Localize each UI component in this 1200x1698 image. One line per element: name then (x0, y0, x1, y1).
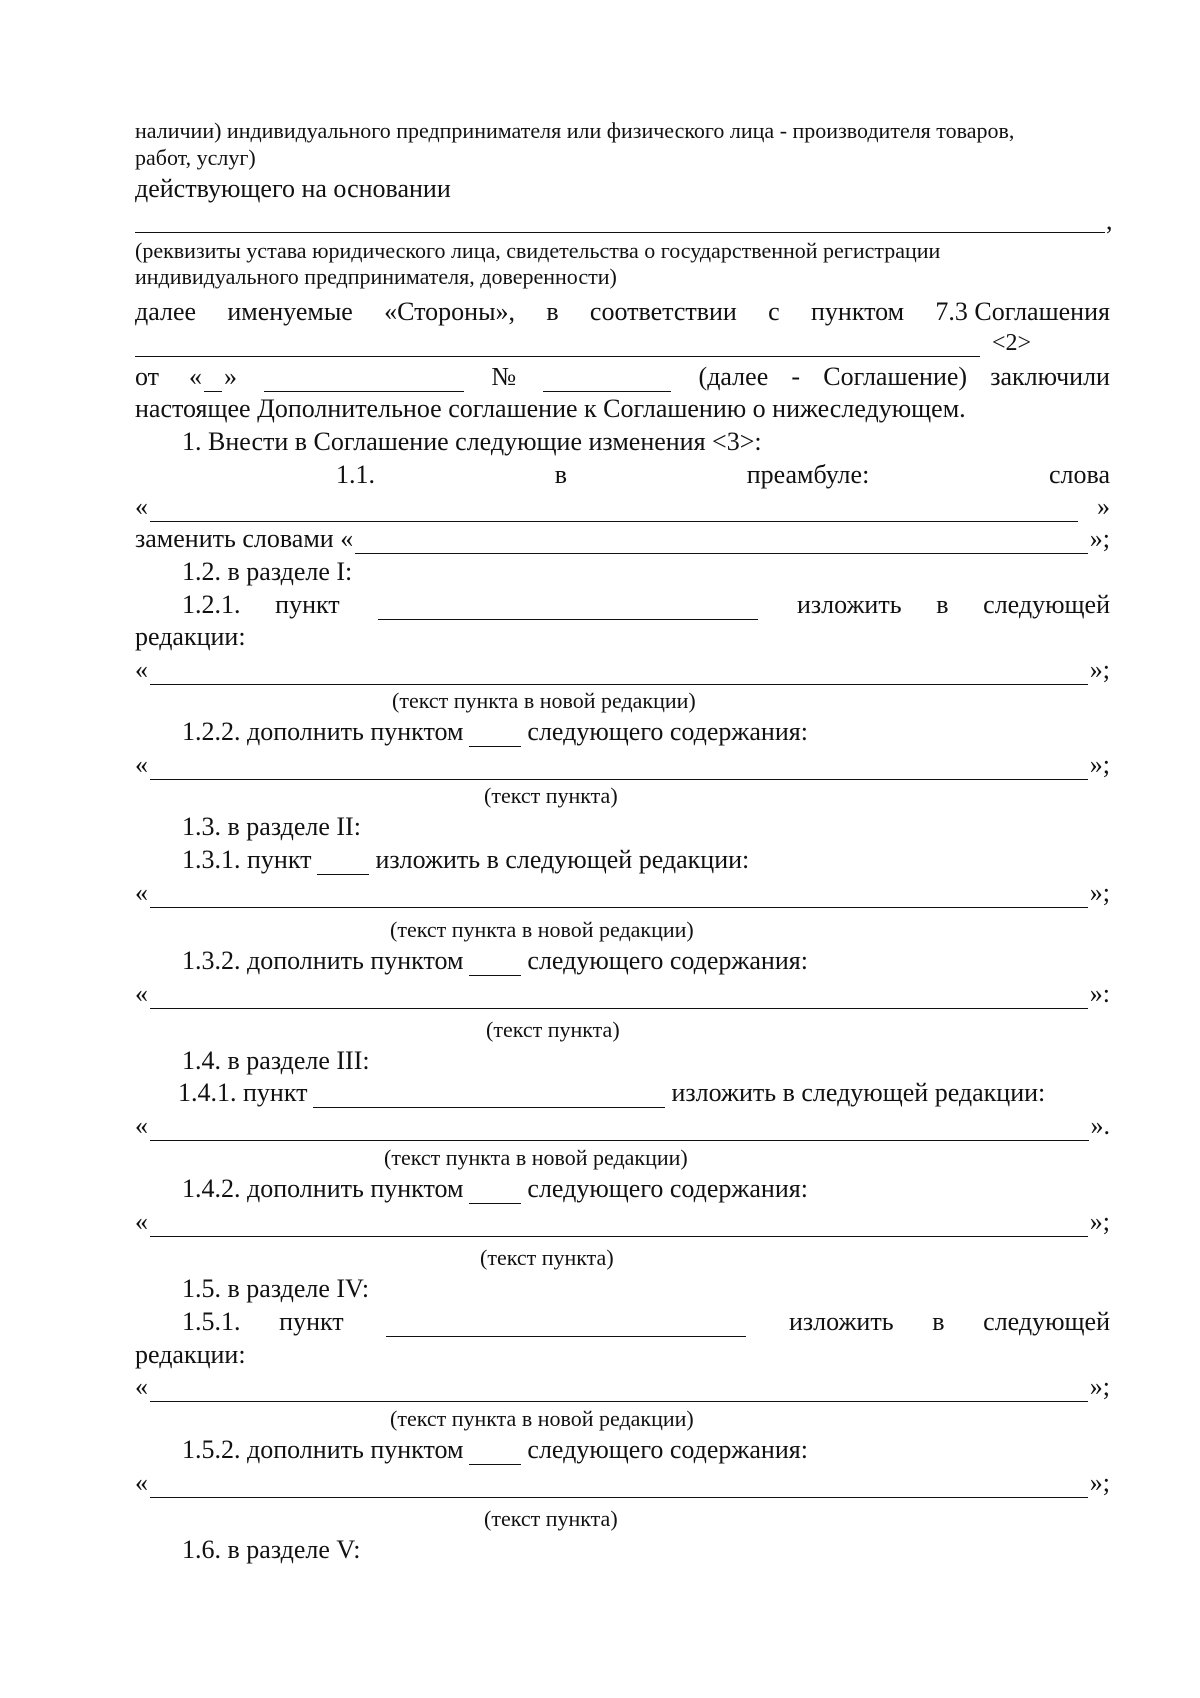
item-1-5-1-state: изложить (788, 1307, 894, 1336)
basis-blank-line[interactable] (135, 232, 1105, 233)
agreement-number-blank[interactable] (543, 367, 671, 392)
quote-close-semicolon: »; (1089, 750, 1110, 779)
requisites-caption-text: (реквизиты устава юридического лица, свидетельства о государственной регистрации (135, 238, 941, 263)
item-1-5-2-text-blank[interactable] (150, 1473, 1088, 1498)
quote-open: « (135, 1468, 148, 1497)
item-1-2-2-point-blank[interactable] (469, 722, 521, 747)
item-1-2-1-number: 1.2.1. (182, 590, 241, 619)
caption-new-edition: (текст пункта в новой редакции) (390, 917, 694, 942)
requisites-caption-2: индивидуального предпринимателя, доверенности) (135, 264, 617, 289)
quote-close-semicolon: »; (1089, 878, 1110, 907)
item-1-3-1-point: 1.3.1. пункт (182, 845, 312, 874)
item-1-2-1-state: изложить (796, 590, 902, 619)
item-1-3-2-add: 1.3.2. дополнить пунктом (182, 946, 464, 975)
date-from-group (135, 362, 237, 392)
old-words-line (135, 492, 1110, 522)
item-1-2-2-text-line (135, 750, 1110, 780)
caption-text: (текст пункта) (480, 1245, 614, 1270)
item-1-5-1-point-blank[interactable] (386, 1312, 746, 1337)
parties-word: соответствии (589, 297, 737, 326)
item-1-2-1-following: следующей (983, 590, 1110, 619)
item-1-2-1-text-line (135, 655, 1110, 685)
item-1-4-1-state: изложить в следующей редакции: (671, 1078, 1046, 1107)
hereinafter-word: (далее (698, 362, 769, 391)
item-1-5-2-line (182, 1435, 1110, 1465)
item-1-5-1-line (182, 1307, 1110, 1337)
day-quote-close: » (224, 362, 238, 391)
quote-open: « (135, 1207, 148, 1236)
item-1-4-1-text-line (135, 1111, 1110, 1141)
item-1-2-2-content: следующего содержания: (527, 717, 808, 746)
caption-new-edition: (текст пункта в новой редакции) (392, 688, 696, 713)
quote-open: « (135, 750, 148, 779)
parties-word: 7.3 Соглашения (935, 297, 1110, 326)
intro-line-1: наличии) индивидуального предпринимателя или физического лица - производителя товаров, (135, 118, 1015, 143)
caption-text: (текст пункта) (486, 1017, 620, 1042)
agreement-name-blank-line[interactable] (135, 356, 980, 357)
item-1-heading: 1. Внести в Соглашение следующие изменения <3>: (182, 427, 762, 456)
quote-close-semicolon: »; (1089, 655, 1110, 684)
caption-new-edition: (текст пункта в новой редакции) (384, 1145, 688, 1170)
quote-open: « (135, 979, 148, 1008)
from-label: от (135, 362, 160, 391)
quote-close-colon: »: (1089, 979, 1110, 1008)
quote-open: « (135, 492, 148, 521)
item-1-3-heading: 1.3. в разделе II: (182, 812, 361, 841)
item-1-2-1-edition: редакции: (135, 622, 246, 651)
agreement-date-line (135, 362, 1110, 392)
item-1-5-1-in: в (932, 1307, 945, 1336)
caption-new-edition: (текст пункта в новой редакции) (390, 1406, 694, 1431)
item-1-4-2-content: следующего содержания: (527, 1174, 808, 1203)
new-words-line (135, 524, 1110, 554)
quote-close: » (1097, 492, 1110, 521)
day-blank[interactable] (204, 367, 222, 392)
old-words-blank[interactable] (150, 497, 1078, 522)
hereinafter-dash: - (791, 362, 801, 391)
item-1-1-number: 1.1. (336, 460, 375, 489)
item-1-6-heading: 1.6. в разделе V: (182, 1535, 361, 1564)
item-1-1-words: слова (1049, 460, 1110, 489)
item-1-5-1-edition: редакции: (135, 1340, 246, 1369)
item-1-4-2-add: 1.4.2. дополнить пунктом (182, 1174, 464, 1203)
number-sign: № (491, 362, 517, 391)
item-1-1-preamble: преамбуле: (746, 460, 870, 489)
item-1-3-2-point-blank[interactable] (469, 951, 521, 976)
item-1-2-2-text-blank[interactable] (150, 755, 1088, 780)
quote-close-semicolon: »; (1089, 524, 1110, 553)
quote-close-semicolon: »; (1089, 1207, 1110, 1236)
item-1-4-2-text-blank[interactable] (150, 1212, 1088, 1237)
quote-open: « (135, 1372, 148, 1401)
item-1-1-line (336, 460, 1110, 490)
quote-close-period: ». (1090, 1111, 1110, 1140)
item-1-4-1-text-blank[interactable] (150, 1116, 1089, 1141)
item-1-3-1-line (182, 845, 1110, 875)
new-words-blank[interactable] (355, 529, 1088, 554)
quote-open: « (135, 878, 148, 907)
item-1-5-2-point-blank[interactable] (469, 1440, 521, 1465)
item-1-4-heading: 1.4. в разделе III: (182, 1046, 370, 1075)
item-1-4-2-text-line (135, 1207, 1110, 1237)
month-year-blank[interactable] (264, 367, 464, 392)
item-1-3-1-text-line (135, 878, 1110, 908)
item-1-5-2-text-line (135, 1468, 1110, 1498)
item-1-3-2-text-blank[interactable] (150, 984, 1088, 1009)
quote-open: « (135, 655, 148, 684)
intro-line-2: работ, услуг) (135, 145, 256, 170)
concluded-word: заключили (990, 362, 1110, 391)
item-1-5-1-number: 1.5.1. (182, 1307, 241, 1336)
item-1-5-2-content: следующего содержания: (527, 1435, 808, 1464)
parties-word: «Стороны», (384, 297, 516, 326)
replace-with-label: заменить словами « (135, 524, 354, 553)
parties-line (135, 297, 1110, 327)
parties-word: пунктом (810, 297, 905, 326)
item-1-5-1-text-blank[interactable] (150, 1377, 1088, 1402)
basis-comma: , (1106, 206, 1113, 235)
quote-open: « (135, 1111, 148, 1140)
item-1-2-1-point-blank[interactable] (378, 595, 758, 620)
agreement-subject-line: настоящее Дополнительное соглашение к Соглашению о нижеследующем. (135, 394, 966, 423)
caption-text: (текст пункта) (484, 1506, 618, 1531)
item-1-3-1-state: изложить в следующей редакции: (375, 845, 750, 874)
hereinafter-agreement: Соглашение) (823, 362, 968, 391)
item-1-5-heading: 1.5. в разделе IV: (182, 1274, 370, 1303)
item-1-3-2-line (182, 946, 1110, 976)
item-1-2-1-point: пункт (275, 590, 340, 619)
parties-word: в (546, 297, 559, 326)
item-1-3-2-content: следующего содержания: (527, 946, 808, 975)
item-1-2-2-line (182, 717, 1110, 747)
footnote-2: <2> (992, 330, 1032, 356)
item-1-2-heading: 1.2. в разделе I: (182, 557, 353, 586)
caption-text: (текст пункта) (484, 783, 618, 808)
acting-basis-label: действующего на основании (135, 174, 451, 203)
item-1-3-1-point-blank[interactable] (317, 850, 369, 875)
item-1-5-1-text-line (135, 1372, 1110, 1402)
item-1-5-1-point: пункт (279, 1307, 344, 1336)
item-1-1-word: в (554, 460, 567, 489)
item-1-4-1-point-blank[interactable] (313, 1083, 665, 1108)
parties-word: именуемые (227, 297, 353, 326)
parties-word: далее (135, 297, 197, 326)
item-1-5-1-following: следующей (983, 1307, 1110, 1336)
item-1-2-1-line (182, 590, 1110, 620)
requisites-caption-1 (135, 238, 1110, 264)
item-1-2-2-add: 1.2.2. дополнить пунктом (182, 717, 464, 746)
item-1-3-1-text-blank[interactable] (150, 883, 1088, 908)
day-quote-open: « (189, 362, 203, 391)
quote-close-semicolon: »; (1089, 1372, 1110, 1401)
item-1-4-2-point-blank[interactable] (469, 1179, 521, 1204)
item-1-4-2-line (182, 1174, 1110, 1204)
item-1-3-2-text-line (135, 979, 1110, 1009)
item-1-4-1-line (178, 1078, 1098, 1108)
item-1-4-1-point: 1.4.1. пункт (178, 1078, 308, 1107)
item-1-2-1-in: в (936, 590, 949, 619)
item-1-2-1-text-blank[interactable] (150, 660, 1088, 685)
quote-close-semicolon: »; (1089, 1468, 1110, 1497)
item-1-5-2-add: 1.5.2. дополнить пунктом (182, 1435, 464, 1464)
parties-word: с (768, 297, 780, 326)
